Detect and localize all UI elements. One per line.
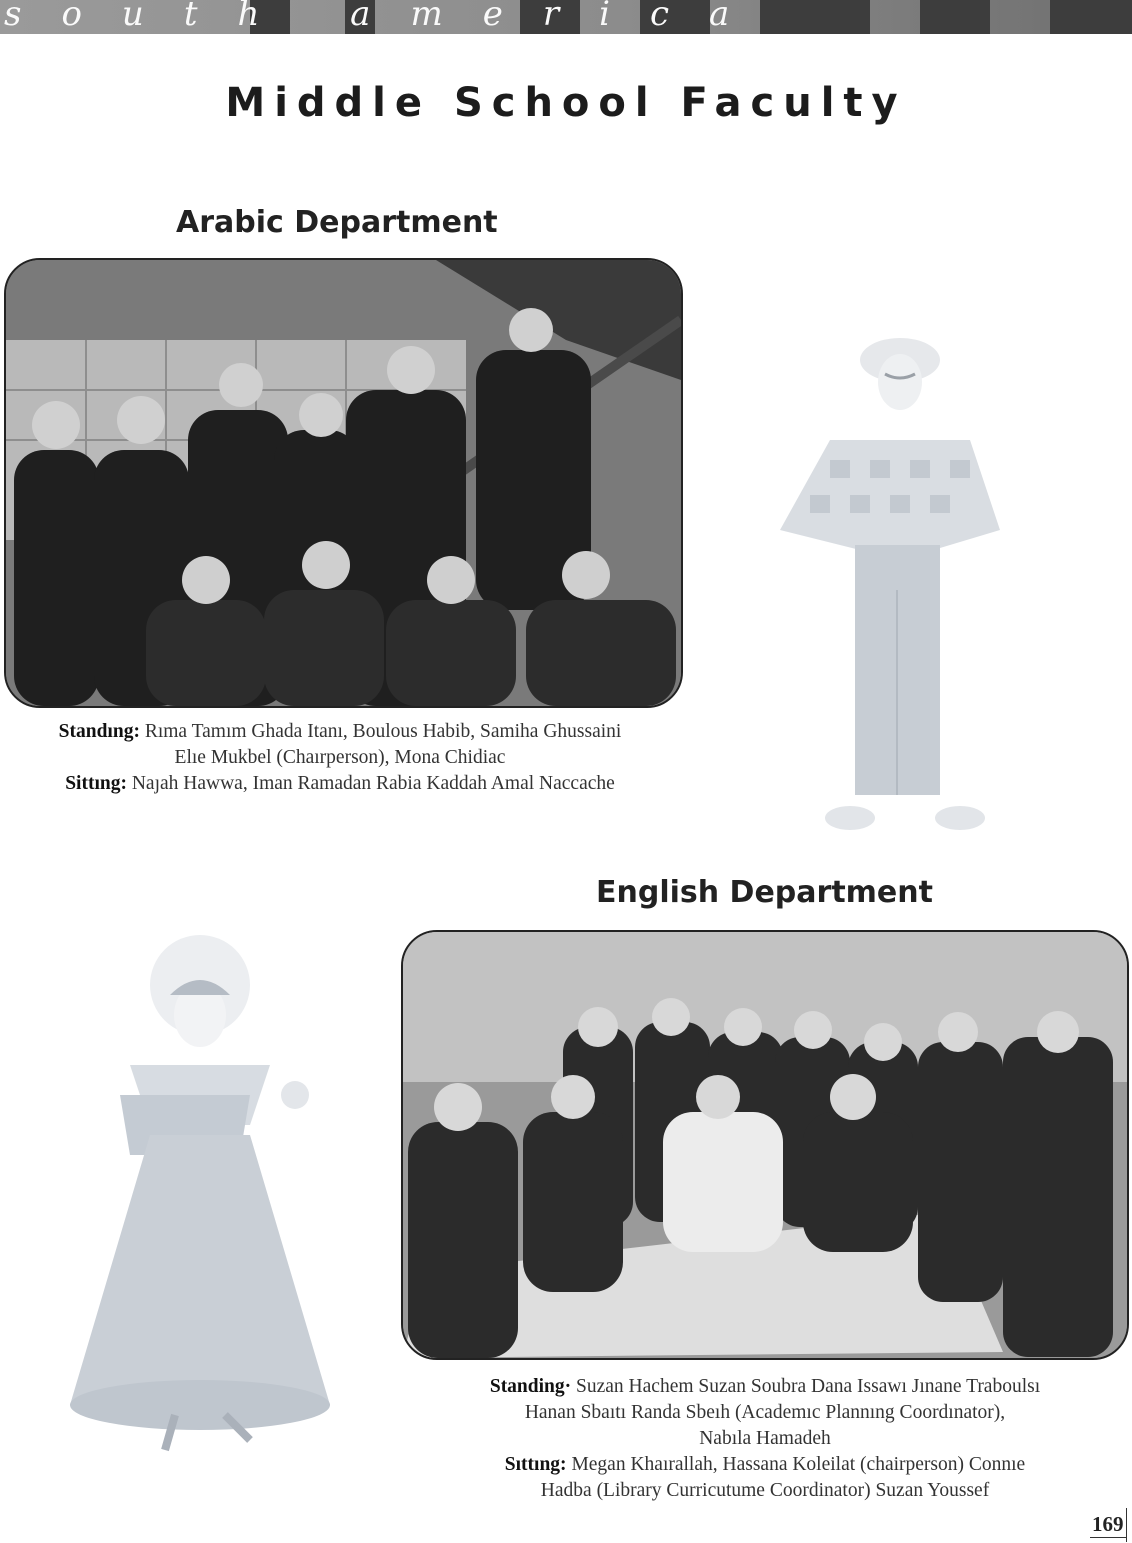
sitting-names: Megan Khaırallah, Hassana Koleilat (chairperson) Connıe [571, 1454, 1026, 1475]
sitting-names-cont: Hadba (Library Curricutume Coordinator) Suzan Youssef [540, 1480, 990, 1501]
standing-label: Standing· [489, 1376, 572, 1397]
english-department-photo [401, 930, 1129, 1360]
standing-names: Suzan Hachem Suzan Soubra Dana Issawı Jınane Traboulsı [576, 1376, 1041, 1397]
standing-label: Standıng: [58, 721, 140, 742]
banner-text: south america [4, 0, 770, 34]
page-number-rule [1126, 1508, 1127, 1542]
poncho-man-illustration [770, 330, 1010, 840]
sitting-label: Sıttıng: [504, 1454, 567, 1475]
standing-names-cont: Nabıla Hamadeh [699, 1428, 831, 1449]
dress-woman-illustration [40, 935, 360, 1455]
page-number: 169 [1092, 1512, 1124, 1536]
english-department-title: English Department [596, 875, 933, 910]
page-title: Middle School Faculty [225, 80, 907, 126]
arabic-department-caption [0, 719, 680, 797]
section-banner [0, 0, 1132, 34]
english-department-caption [400, 1374, 1130, 1504]
standing-names: Rıma Tamım Ghada Itanı, Boulous Habib, Samiha Ghussaini [144, 721, 622, 742]
standing-names-cont: Hanan Sbaıtı Randa Sbeıh (Academıc Plannıng Coordınator), [524, 1402, 1006, 1423]
sitting-label: Sittıng: [65, 773, 127, 794]
standing-names-cont: Elıe Mukbel (Chaırperson), Mona Chidiac [174, 747, 506, 768]
arabic-department-photo [4, 258, 683, 708]
arabic-department-title: Arabic Department [176, 205, 498, 240]
sitting-names: Naȷah Hawwa, Iman Ramadan Rabia Kaddah Amal Naccache [131, 773, 615, 794]
